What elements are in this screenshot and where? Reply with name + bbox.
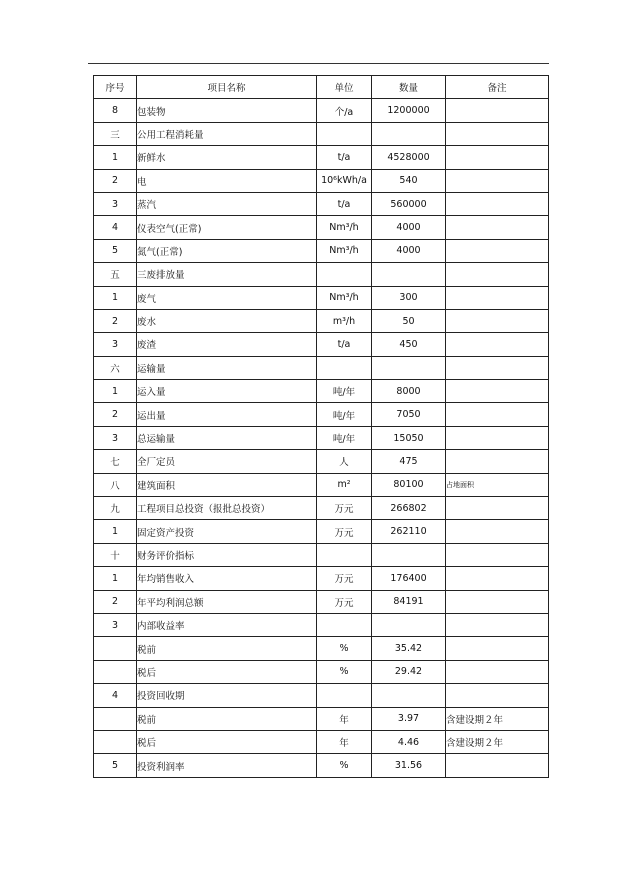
cell-seq: 4 bbox=[94, 684, 137, 707]
cell-quantity: 84191 bbox=[372, 590, 446, 613]
cell-seq: 九 bbox=[94, 497, 137, 520]
cell-item-name: 税后 bbox=[137, 660, 317, 683]
cell-remarks: 含建设期２年 bbox=[446, 707, 549, 730]
cell-seq bbox=[94, 730, 137, 753]
cell-item-name: 包装物 bbox=[137, 99, 317, 122]
cell-unit bbox=[317, 263, 372, 286]
cell-quantity: 560000 bbox=[372, 192, 446, 215]
cell-unit bbox=[317, 613, 372, 636]
table-row bbox=[94, 730, 549, 753]
cell-quantity: 1200000 bbox=[372, 99, 446, 122]
cell-unit: % bbox=[317, 754, 372, 777]
cell-seq: 1 bbox=[94, 567, 137, 590]
cell-unit: 万元 bbox=[317, 567, 372, 590]
cell-quantity: 80100 bbox=[372, 473, 446, 496]
cell-quantity: 3.97 bbox=[372, 707, 446, 730]
cell-item-name: 电 bbox=[137, 169, 317, 192]
cell-seq: 3 bbox=[94, 426, 137, 449]
cell-quantity: 475 bbox=[372, 450, 446, 473]
cell-seq: 5 bbox=[94, 239, 137, 262]
cell-unit: t/a bbox=[317, 192, 372, 215]
cell-unit: Nm³/h bbox=[317, 216, 372, 239]
cell-remarks bbox=[446, 169, 549, 192]
cell-remarks bbox=[446, 660, 549, 683]
cell-seq bbox=[94, 637, 137, 660]
table-row bbox=[94, 754, 549, 777]
cell-seq: 三 bbox=[94, 122, 137, 145]
cell-quantity: 4000 bbox=[372, 216, 446, 239]
project-indicators-table bbox=[93, 75, 549, 778]
cell-item-name: 内部收益率 bbox=[137, 613, 317, 636]
cell-seq: 4 bbox=[94, 216, 137, 239]
cell-seq: 3 bbox=[94, 192, 137, 215]
cell-item-name: 运输量 bbox=[137, 356, 317, 379]
header-remarks: 备注 bbox=[446, 76, 549, 99]
cell-unit: 年 bbox=[317, 707, 372, 730]
cell-remarks bbox=[446, 754, 549, 777]
table-row bbox=[94, 309, 549, 332]
cell-unit: % bbox=[317, 637, 372, 660]
cell-seq: 8 bbox=[94, 99, 137, 122]
table-row bbox=[94, 122, 549, 145]
cell-item-name: 财务评价指标 bbox=[137, 543, 317, 566]
cell-remarks bbox=[446, 567, 549, 590]
cell-remarks bbox=[446, 309, 549, 332]
table-row bbox=[94, 450, 549, 473]
cell-remarks bbox=[446, 403, 549, 426]
cell-item-name: 投资利润率 bbox=[137, 754, 317, 777]
cell-quantity: 35.42 bbox=[372, 637, 446, 660]
cell-remarks bbox=[446, 286, 549, 309]
cell-seq: 六 bbox=[94, 356, 137, 379]
cell-quantity: 29.42 bbox=[372, 660, 446, 683]
cell-seq: 1 bbox=[94, 380, 137, 403]
table-row bbox=[94, 426, 549, 449]
cell-remarks bbox=[446, 356, 549, 379]
cell-seq: 五 bbox=[94, 263, 137, 286]
cell-item-name: 全厂定员 bbox=[137, 450, 317, 473]
cell-quantity: 15050 bbox=[372, 426, 446, 449]
table-row bbox=[94, 403, 549, 426]
cell-unit: 10⁶kWh/a bbox=[317, 169, 372, 192]
cell-item-name: 运入量 bbox=[137, 380, 317, 403]
cell-quantity: 262110 bbox=[372, 520, 446, 543]
table-row bbox=[94, 239, 549, 262]
cell-item-name: 废水 bbox=[137, 309, 317, 332]
table-row bbox=[94, 473, 549, 496]
header-quantity: 数量 bbox=[372, 76, 446, 99]
cell-item-name: 税前 bbox=[137, 707, 317, 730]
cell-quantity bbox=[372, 613, 446, 636]
cell-item-name: 工程项目总投资（报批总投资） bbox=[137, 497, 317, 520]
table-row bbox=[94, 684, 549, 707]
cell-remarks bbox=[446, 263, 549, 286]
table-row bbox=[94, 99, 549, 122]
cell-quantity: 4528000 bbox=[372, 146, 446, 169]
cell-unit: Nm³/h bbox=[317, 239, 372, 262]
cell-quantity bbox=[372, 684, 446, 707]
cell-quantity bbox=[372, 543, 446, 566]
table-row bbox=[94, 613, 549, 636]
cell-remarks bbox=[446, 450, 549, 473]
cell-seq: 5 bbox=[94, 754, 137, 777]
cell-quantity: 7050 bbox=[372, 403, 446, 426]
table-row bbox=[94, 380, 549, 403]
cell-remarks bbox=[446, 380, 549, 403]
cell-remarks bbox=[446, 684, 549, 707]
cell-unit: % bbox=[317, 660, 372, 683]
cell-seq bbox=[94, 660, 137, 683]
table-row bbox=[94, 146, 549, 169]
cell-remarks bbox=[446, 497, 549, 520]
cell-unit: t/a bbox=[317, 146, 372, 169]
cell-unit: 吨/年 bbox=[317, 426, 372, 449]
cell-remarks bbox=[446, 543, 549, 566]
table-row bbox=[94, 637, 549, 660]
table-row bbox=[94, 520, 549, 543]
cell-item-name: 年平均利润总额 bbox=[137, 590, 317, 613]
cell-item-name: 投资回收期 bbox=[137, 684, 317, 707]
cell-unit: t/a bbox=[317, 333, 372, 356]
table-row bbox=[94, 356, 549, 379]
cell-remarks bbox=[446, 239, 549, 262]
cell-item-name: 税前 bbox=[137, 637, 317, 660]
cell-seq: 七 bbox=[94, 450, 137, 473]
cell-remarks bbox=[446, 426, 549, 449]
cell-unit: m² bbox=[317, 473, 372, 496]
cell-remarks bbox=[446, 333, 549, 356]
table-header-row bbox=[94, 76, 549, 99]
cell-item-name: 年均销售收入 bbox=[137, 567, 317, 590]
cell-item-name: 废气 bbox=[137, 286, 317, 309]
table-row bbox=[94, 333, 549, 356]
cell-seq: 十 bbox=[94, 543, 137, 566]
cell-quantity: 50 bbox=[372, 309, 446, 332]
cell-seq: 2 bbox=[94, 403, 137, 426]
cell-remarks bbox=[446, 637, 549, 660]
cell-item-name: 运出量 bbox=[137, 403, 317, 426]
cell-item-name: 总运输量 bbox=[137, 426, 317, 449]
cell-seq: 1 bbox=[94, 520, 137, 543]
cell-quantity: 4000 bbox=[372, 239, 446, 262]
cell-item-name: 蒸汽 bbox=[137, 192, 317, 215]
cell-remarks bbox=[446, 520, 549, 543]
cell-seq: 3 bbox=[94, 613, 137, 636]
table-row bbox=[94, 707, 549, 730]
cell-seq bbox=[94, 707, 137, 730]
cell-unit: 吨/年 bbox=[317, 380, 372, 403]
cell-quantity: 8000 bbox=[372, 380, 446, 403]
cell-remarks bbox=[446, 146, 549, 169]
cell-remarks: 含建设期２年 bbox=[446, 730, 549, 753]
table-row bbox=[94, 216, 549, 239]
cell-unit bbox=[317, 543, 372, 566]
cell-item-name: 建筑面积 bbox=[137, 473, 317, 496]
cell-remarks bbox=[446, 99, 549, 122]
cell-seq: 八 bbox=[94, 473, 137, 496]
cell-remarks: 占地面积 bbox=[446, 473, 549, 496]
cell-seq: 3 bbox=[94, 333, 137, 356]
cell-item-name: 废渣 bbox=[137, 333, 317, 356]
cell-unit: m³/h bbox=[317, 309, 372, 332]
table-row bbox=[94, 192, 549, 215]
cell-seq: 2 bbox=[94, 169, 137, 192]
cell-remarks bbox=[446, 192, 549, 215]
table-row bbox=[94, 286, 549, 309]
table-row bbox=[94, 497, 549, 520]
table-row bbox=[94, 263, 549, 286]
header-item-name: 项目名称 bbox=[137, 76, 317, 99]
cell-quantity: 540 bbox=[372, 169, 446, 192]
cell-remarks bbox=[446, 122, 549, 145]
cell-unit: 年 bbox=[317, 730, 372, 753]
cell-remarks bbox=[446, 216, 549, 239]
cell-item-name: 固定资产投资 bbox=[137, 520, 317, 543]
cell-unit bbox=[317, 356, 372, 379]
table-row bbox=[94, 567, 549, 590]
cell-quantity: 31.56 bbox=[372, 754, 446, 777]
cell-seq: 1 bbox=[94, 146, 137, 169]
cell-unit: 吨/年 bbox=[317, 403, 372, 426]
cell-quantity bbox=[372, 263, 446, 286]
cell-unit: 万元 bbox=[317, 520, 372, 543]
cell-unit bbox=[317, 684, 372, 707]
cell-item-name: 税后 bbox=[137, 730, 317, 753]
table-row bbox=[94, 543, 549, 566]
cell-unit: 万元 bbox=[317, 497, 372, 520]
cell-quantity bbox=[372, 356, 446, 379]
cell-quantity: 176400 bbox=[372, 567, 446, 590]
page-header-rule bbox=[88, 63, 549, 64]
cell-item-name: 仪表空气(正常) bbox=[137, 216, 317, 239]
cell-item-name: 新鲜水 bbox=[137, 146, 317, 169]
cell-item-name: 三废排放量 bbox=[137, 263, 317, 286]
cell-unit bbox=[317, 122, 372, 145]
cell-remarks bbox=[446, 613, 549, 636]
table-row bbox=[94, 590, 549, 613]
cell-unit: 人 bbox=[317, 450, 372, 473]
cell-unit: 万元 bbox=[317, 590, 372, 613]
table-row bbox=[94, 660, 549, 683]
cell-unit: 个/a bbox=[317, 99, 372, 122]
cell-unit: Nm³/h bbox=[317, 286, 372, 309]
cell-quantity: 300 bbox=[372, 286, 446, 309]
cell-remarks bbox=[446, 590, 549, 613]
cell-seq: 1 bbox=[94, 286, 137, 309]
cell-seq: 2 bbox=[94, 309, 137, 332]
cell-quantity: 450 bbox=[372, 333, 446, 356]
cell-quantity bbox=[372, 122, 446, 145]
cell-seq: 2 bbox=[94, 590, 137, 613]
cell-item-name: 氮气(正常) bbox=[137, 239, 317, 262]
header-unit: 单位 bbox=[317, 76, 372, 99]
cell-item-name: 公用工程消耗量 bbox=[137, 122, 317, 145]
cell-quantity: 4.46 bbox=[372, 730, 446, 753]
cell-quantity: 266802 bbox=[372, 497, 446, 520]
header-seq: 序号 bbox=[94, 76, 137, 99]
table-row bbox=[94, 169, 549, 192]
